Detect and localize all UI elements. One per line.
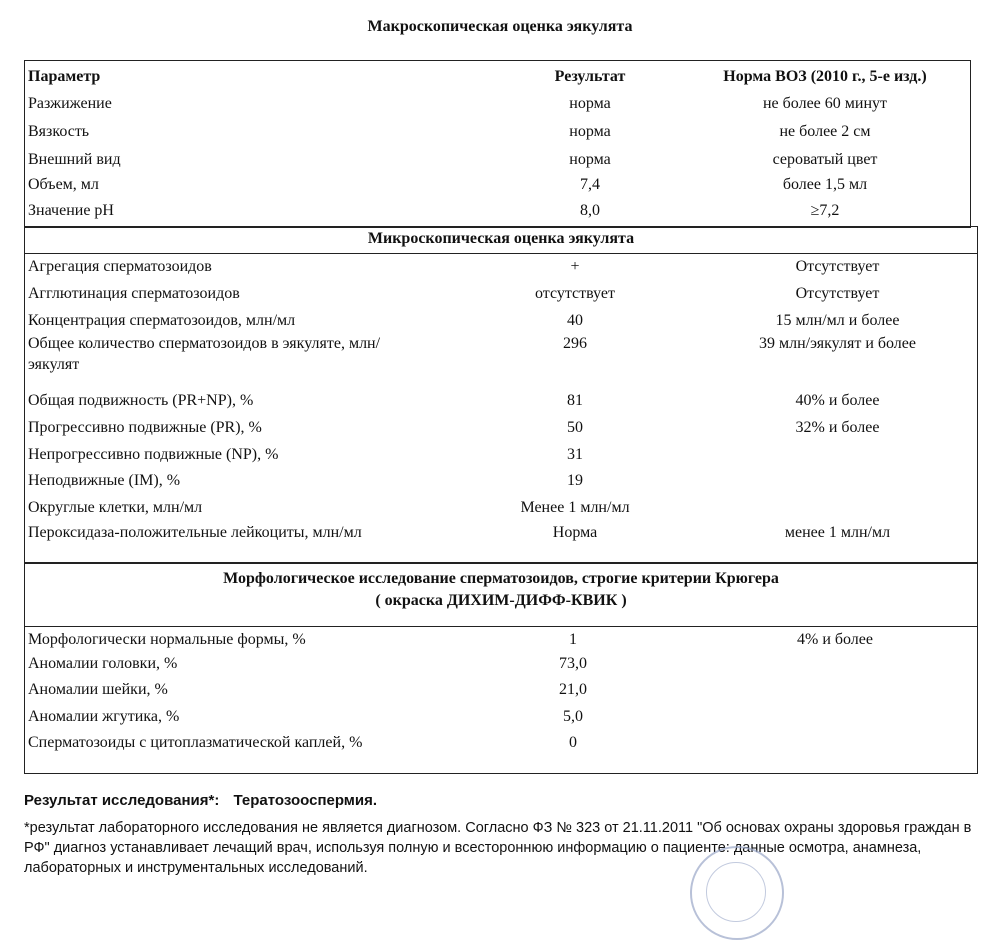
row-param: Значение рН (28, 202, 114, 219)
table-row (25, 442, 977, 468)
row-result: норма (569, 123, 611, 140)
table-row (25, 520, 977, 546)
table-row (25, 147, 970, 173)
table-row (25, 198, 970, 224)
stamp-seal-inner (706, 862, 766, 922)
table-row (25, 254, 977, 280)
row-result: 19 (567, 472, 583, 489)
row-result: 50 (567, 419, 583, 436)
row-param: Внешний вид (28, 151, 121, 168)
macro-table (24, 60, 971, 228)
macro-header-row (25, 64, 970, 90)
row-param: Аномалии жгутика, % (28, 708, 180, 725)
row-result: норма (569, 151, 611, 168)
result-value: Тератозооспермия. (233, 792, 378, 809)
result-label: Результат исследования*: (24, 792, 220, 809)
table-row-continued (25, 352, 977, 378)
row-norm: Отсутствует (795, 258, 880, 275)
table-row (25, 651, 977, 677)
table-row (25, 468, 977, 494)
table-row (25, 704, 977, 730)
row-param-line2: эякулят (28, 356, 80, 373)
page-title: Макроскопическая оценка эякулята (367, 18, 633, 35)
table-row (25, 281, 977, 307)
row-param: Объем, мл (28, 176, 99, 193)
table-row (25, 677, 977, 703)
row-result: 296 (563, 335, 587, 352)
row-result: 8,0 (580, 202, 600, 219)
row-result: норма (569, 95, 611, 112)
row-param: Общее количество сперматозоидов в эякуляте, млн/ (28, 335, 381, 352)
row-param: Неподвижные (IM), % (28, 472, 181, 489)
row-result: Менее 1 млн/мл (520, 499, 630, 516)
header-param: Параметр (28, 68, 101, 85)
micro-title: Микроскопическая оценка эякулята (367, 230, 635, 247)
row-result: 1 (569, 631, 577, 648)
row-norm: сероватый цвет (772, 151, 878, 168)
header-result: Результат (554, 68, 626, 85)
row-param: Агглютинация сперматозоидов (28, 285, 240, 302)
row-result: 5,0 (563, 708, 583, 725)
row-param: Концентрация сперматозоидов, млн/мл (28, 312, 296, 329)
row-norm: 32% и более (795, 419, 880, 436)
row-param: Аномалии шейки, % (28, 681, 168, 698)
row-result: отсутствует (534, 285, 616, 302)
row-norm: 40% и более (795, 392, 880, 409)
row-param: Агрегация сперматозоидов (28, 258, 212, 275)
row-norm: не более 60 минут (762, 95, 888, 112)
row-param: Аномалии головки, % (28, 655, 178, 672)
row-result: 73,0 (559, 655, 587, 672)
row-result: 21,0 (559, 681, 587, 698)
micro-table (24, 226, 978, 564)
row-norm: 4% и более (796, 631, 873, 648)
disclaimer-note: *результат лабораторного исследования не является диагнозом. Согласно ФЗ № 323 от 21.11.2011 "Об основах охраны здоровья граждан в РФ" диагноз устанавливает лечащий врач, используя полную и всестороннюю информацию о пациенте: данные осмотра, анамнеза, лабораторных и инструментальных исследований. (24, 820, 972, 876)
row-result: Норма (552, 524, 598, 541)
row-norm: менее 1 млн/мл (784, 524, 891, 541)
table-row (25, 172, 970, 198)
table-row (25, 388, 977, 414)
row-param: Общая подвижность (PR+NP), % (28, 392, 254, 409)
table-row (25, 495, 977, 521)
morph-table (24, 562, 978, 774)
row-param: Непрогрессивно подвижные (NP), % (28, 446, 279, 463)
result-line (24, 792, 377, 809)
row-result: 40 (567, 312, 583, 329)
row-result: 0 (569, 734, 577, 751)
row-param: Сперматозоиды с цитоплазматической каплей, % (28, 734, 363, 751)
morph-subtitle: ( окраска ДИХИМ-ДИФФ-КВИК ) (375, 592, 627, 609)
row-norm: 15 млн/мл и более (775, 312, 900, 329)
header-norm: Норма ВОЗ (2010 г., 5-е изд.) (723, 68, 927, 85)
row-param: Разжижение (28, 95, 112, 112)
row-param: Морфологически нормальные формы, % (28, 631, 306, 648)
row-param: Вязкость (28, 123, 90, 140)
table-row (25, 730, 977, 756)
row-param: Округлые клетки, млн/мл (28, 499, 203, 516)
row-param: Пероксидаза-положительные лейкоциты, млн/мл (28, 524, 362, 541)
row-result: 31 (567, 446, 583, 463)
table-row (25, 119, 970, 145)
row-param: Прогрессивно подвижные (PR), % (28, 419, 262, 436)
row-result: 81 (567, 392, 583, 409)
table-row (25, 415, 977, 441)
row-norm: не более 2 см (779, 123, 871, 140)
row-result: + (570, 258, 580, 275)
row-norm: 39 млн/эякулят и более (759, 335, 916, 352)
morph-title: Морфологическое исследование сперматозоидов, строгие критерии Крюгера (223, 570, 779, 587)
table-row (25, 91, 970, 117)
row-norm: более 1,5 мл (782, 176, 868, 193)
row-norm: Отсутствует (795, 285, 880, 302)
row-norm: ≥7,2 (810, 202, 840, 219)
row-result: 7,4 (580, 176, 600, 193)
table-row (25, 627, 977, 653)
